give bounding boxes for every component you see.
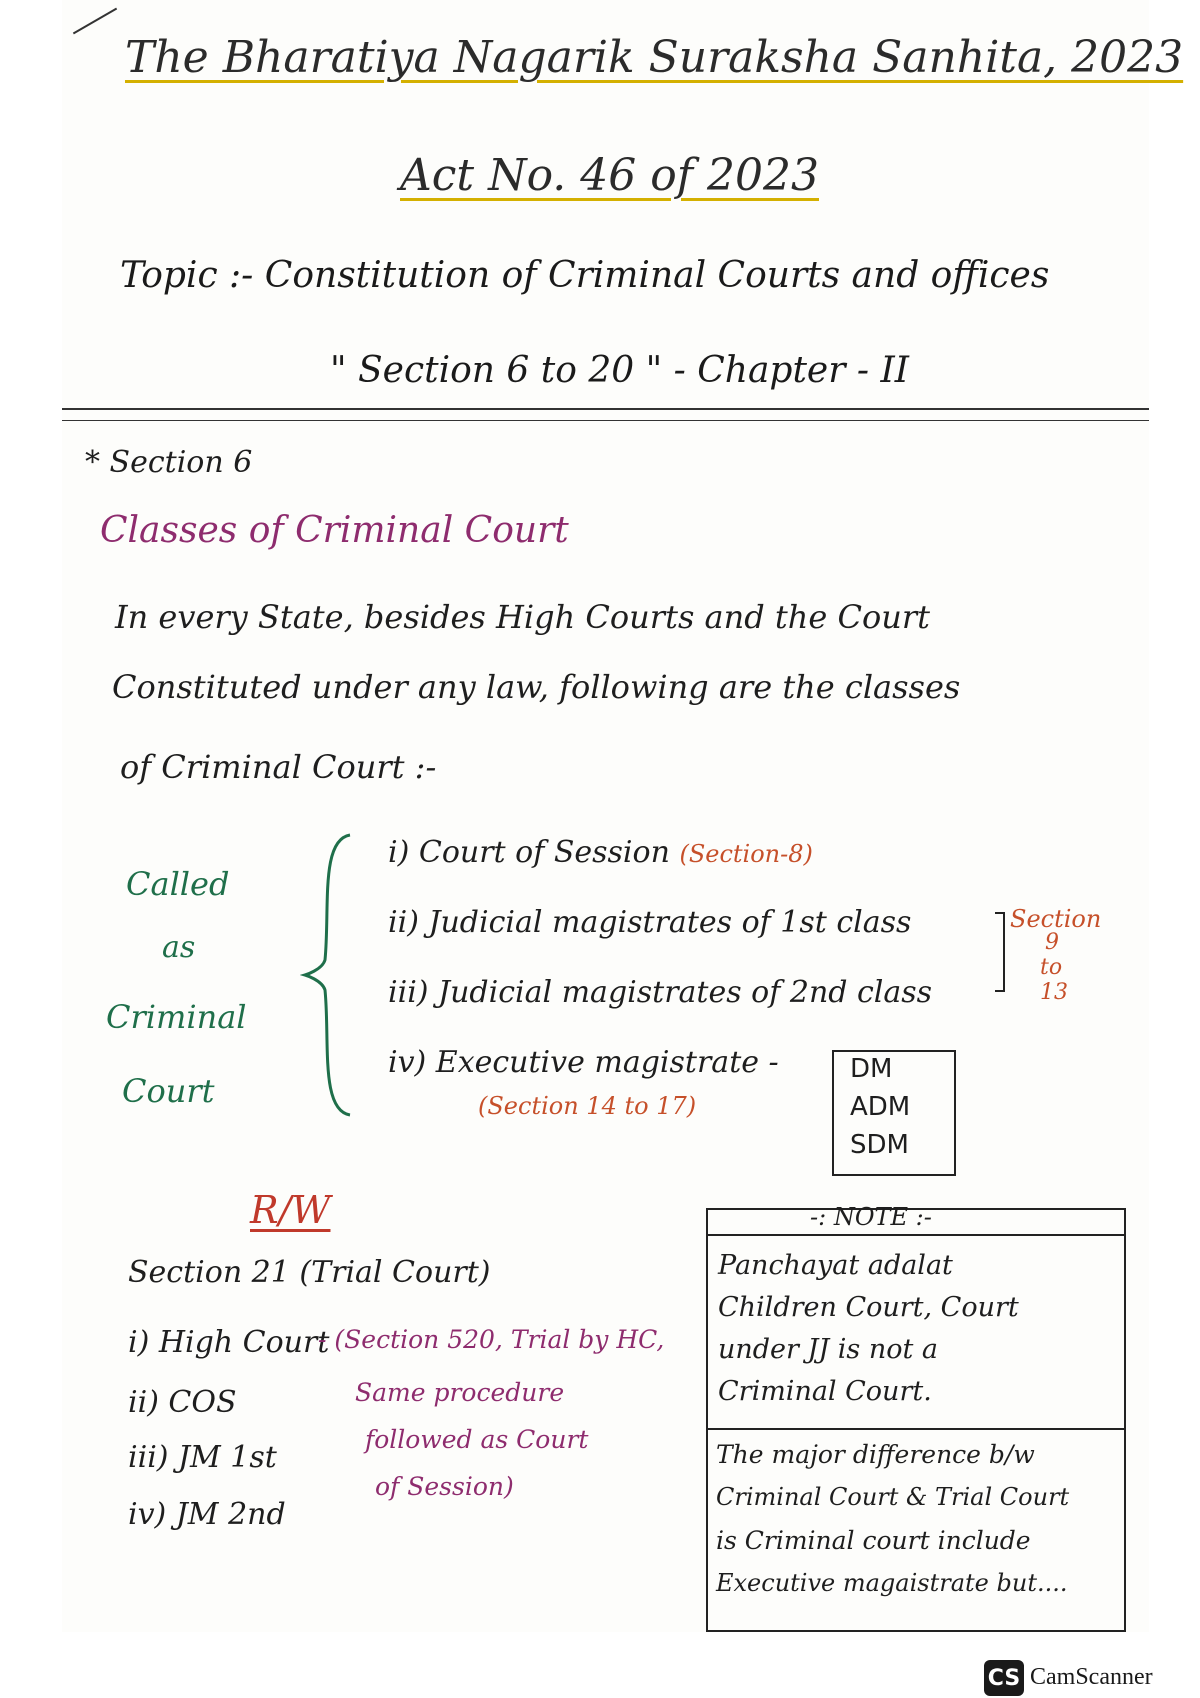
side-label-as: as (162, 930, 196, 965)
side-label-called: Called (126, 865, 230, 903)
class-item-4 (388, 1045, 779, 1080)
body-line-2: Constituted under any law, following are the classes (112, 668, 961, 706)
class-item-2-text: Judicial magistrates of 1st class (428, 905, 912, 940)
class-item-3-num: iii) (388, 975, 429, 1010)
note-line-4: Criminal Court. (718, 1376, 932, 1407)
note-line-8: Executive magaistrate but.... (716, 1569, 1068, 1597)
rw-item-1: i) High Court (128, 1325, 330, 1360)
class-item-1-ref: (Section-8) (679, 840, 813, 868)
note-title-separator (708, 1234, 1124, 1236)
exec-sdm: SDM (850, 1130, 909, 1160)
rw-label: R/W (250, 1188, 331, 1232)
page-title: The Bharatiya Nagarik Suraksha Sanhita, 2023 (125, 32, 1184, 83)
class-item-4-text: Executive magistrate - (435, 1045, 779, 1080)
body-line-1: In every State, besides High Courts and the Court (115, 598, 930, 636)
bracket-note-9: 9 (1045, 930, 1059, 955)
class-item-2-num: ii) (388, 905, 419, 940)
class-item-3-text: Judicial magistrates of 2nd class (438, 975, 933, 1010)
side-label-criminal: Criminal (106, 998, 247, 1036)
note-title: -: NOTE :- (810, 1203, 932, 1231)
exec-dm: DM (850, 1054, 893, 1084)
bracket-note-to: to (1040, 955, 1063, 980)
header-divider-thin (62, 420, 1149, 421)
camscanner-logo: CS (984, 1660, 1024, 1696)
section-bracket (995, 912, 1005, 992)
rw-aside-3: followed as Court (365, 1425, 589, 1454)
topic-line: Topic :- Constitution of Criminal Courts and offices (120, 255, 1050, 296)
rw-item-4: iv) JM 2nd (128, 1497, 286, 1532)
body-line-3: of Criminal Court :- (120, 748, 437, 786)
rw-aside-4: of Session) (375, 1472, 514, 1501)
exec-adm: ADM (850, 1092, 911, 1122)
rw-aside-2: Same procedure (355, 1378, 565, 1407)
bracket-note-section: Section (1010, 905, 1102, 933)
note-line-5: The major difference b/w (716, 1440, 1035, 1469)
note-line-3: under JJ is not a (718, 1334, 939, 1365)
camscanner-brand: CamScanner (1030, 1664, 1153, 1690)
rw-item-2: ii) COS (128, 1385, 237, 1420)
note-part-separator (708, 1428, 1124, 1430)
rw-aside-1: - (Section 520, Trial by HC, (318, 1325, 665, 1354)
class-item-1 (388, 835, 813, 870)
sections-range: " Section 6 to 20 " - Chapter - II (330, 350, 909, 391)
class-item-1-num: i) (388, 835, 410, 870)
side-label-court: Court (122, 1072, 215, 1110)
note-line-6: Criminal Court & Trial Court (716, 1483, 1070, 1511)
note-line-7: is Criminal court include (716, 1526, 1031, 1555)
section-label: * Section 6 (85, 445, 253, 480)
section-heading: Classes of Criminal Court (100, 510, 569, 551)
class-item-4-num: iv) (388, 1045, 427, 1080)
note-line-1: Panchayat adalat (718, 1250, 953, 1281)
class-item-2 (388, 905, 911, 940)
class-item-1-text: Court of Session (418, 835, 670, 870)
header-divider (62, 408, 1149, 410)
rw-heading: Section 21 (Trial Court) (128, 1255, 491, 1290)
class-item-3 (388, 975, 932, 1010)
note-line-2: Children Court, Court (718, 1292, 1019, 1323)
rw-item-3: iii) JM 1st (128, 1440, 277, 1475)
act-number: Act No. 46 of 2023 (400, 150, 819, 201)
bracket-note-13: 13 (1040, 980, 1068, 1005)
class-item-4-ref: (Section 14 to 17) (478, 1092, 697, 1120)
curly-brace (300, 830, 360, 1120)
